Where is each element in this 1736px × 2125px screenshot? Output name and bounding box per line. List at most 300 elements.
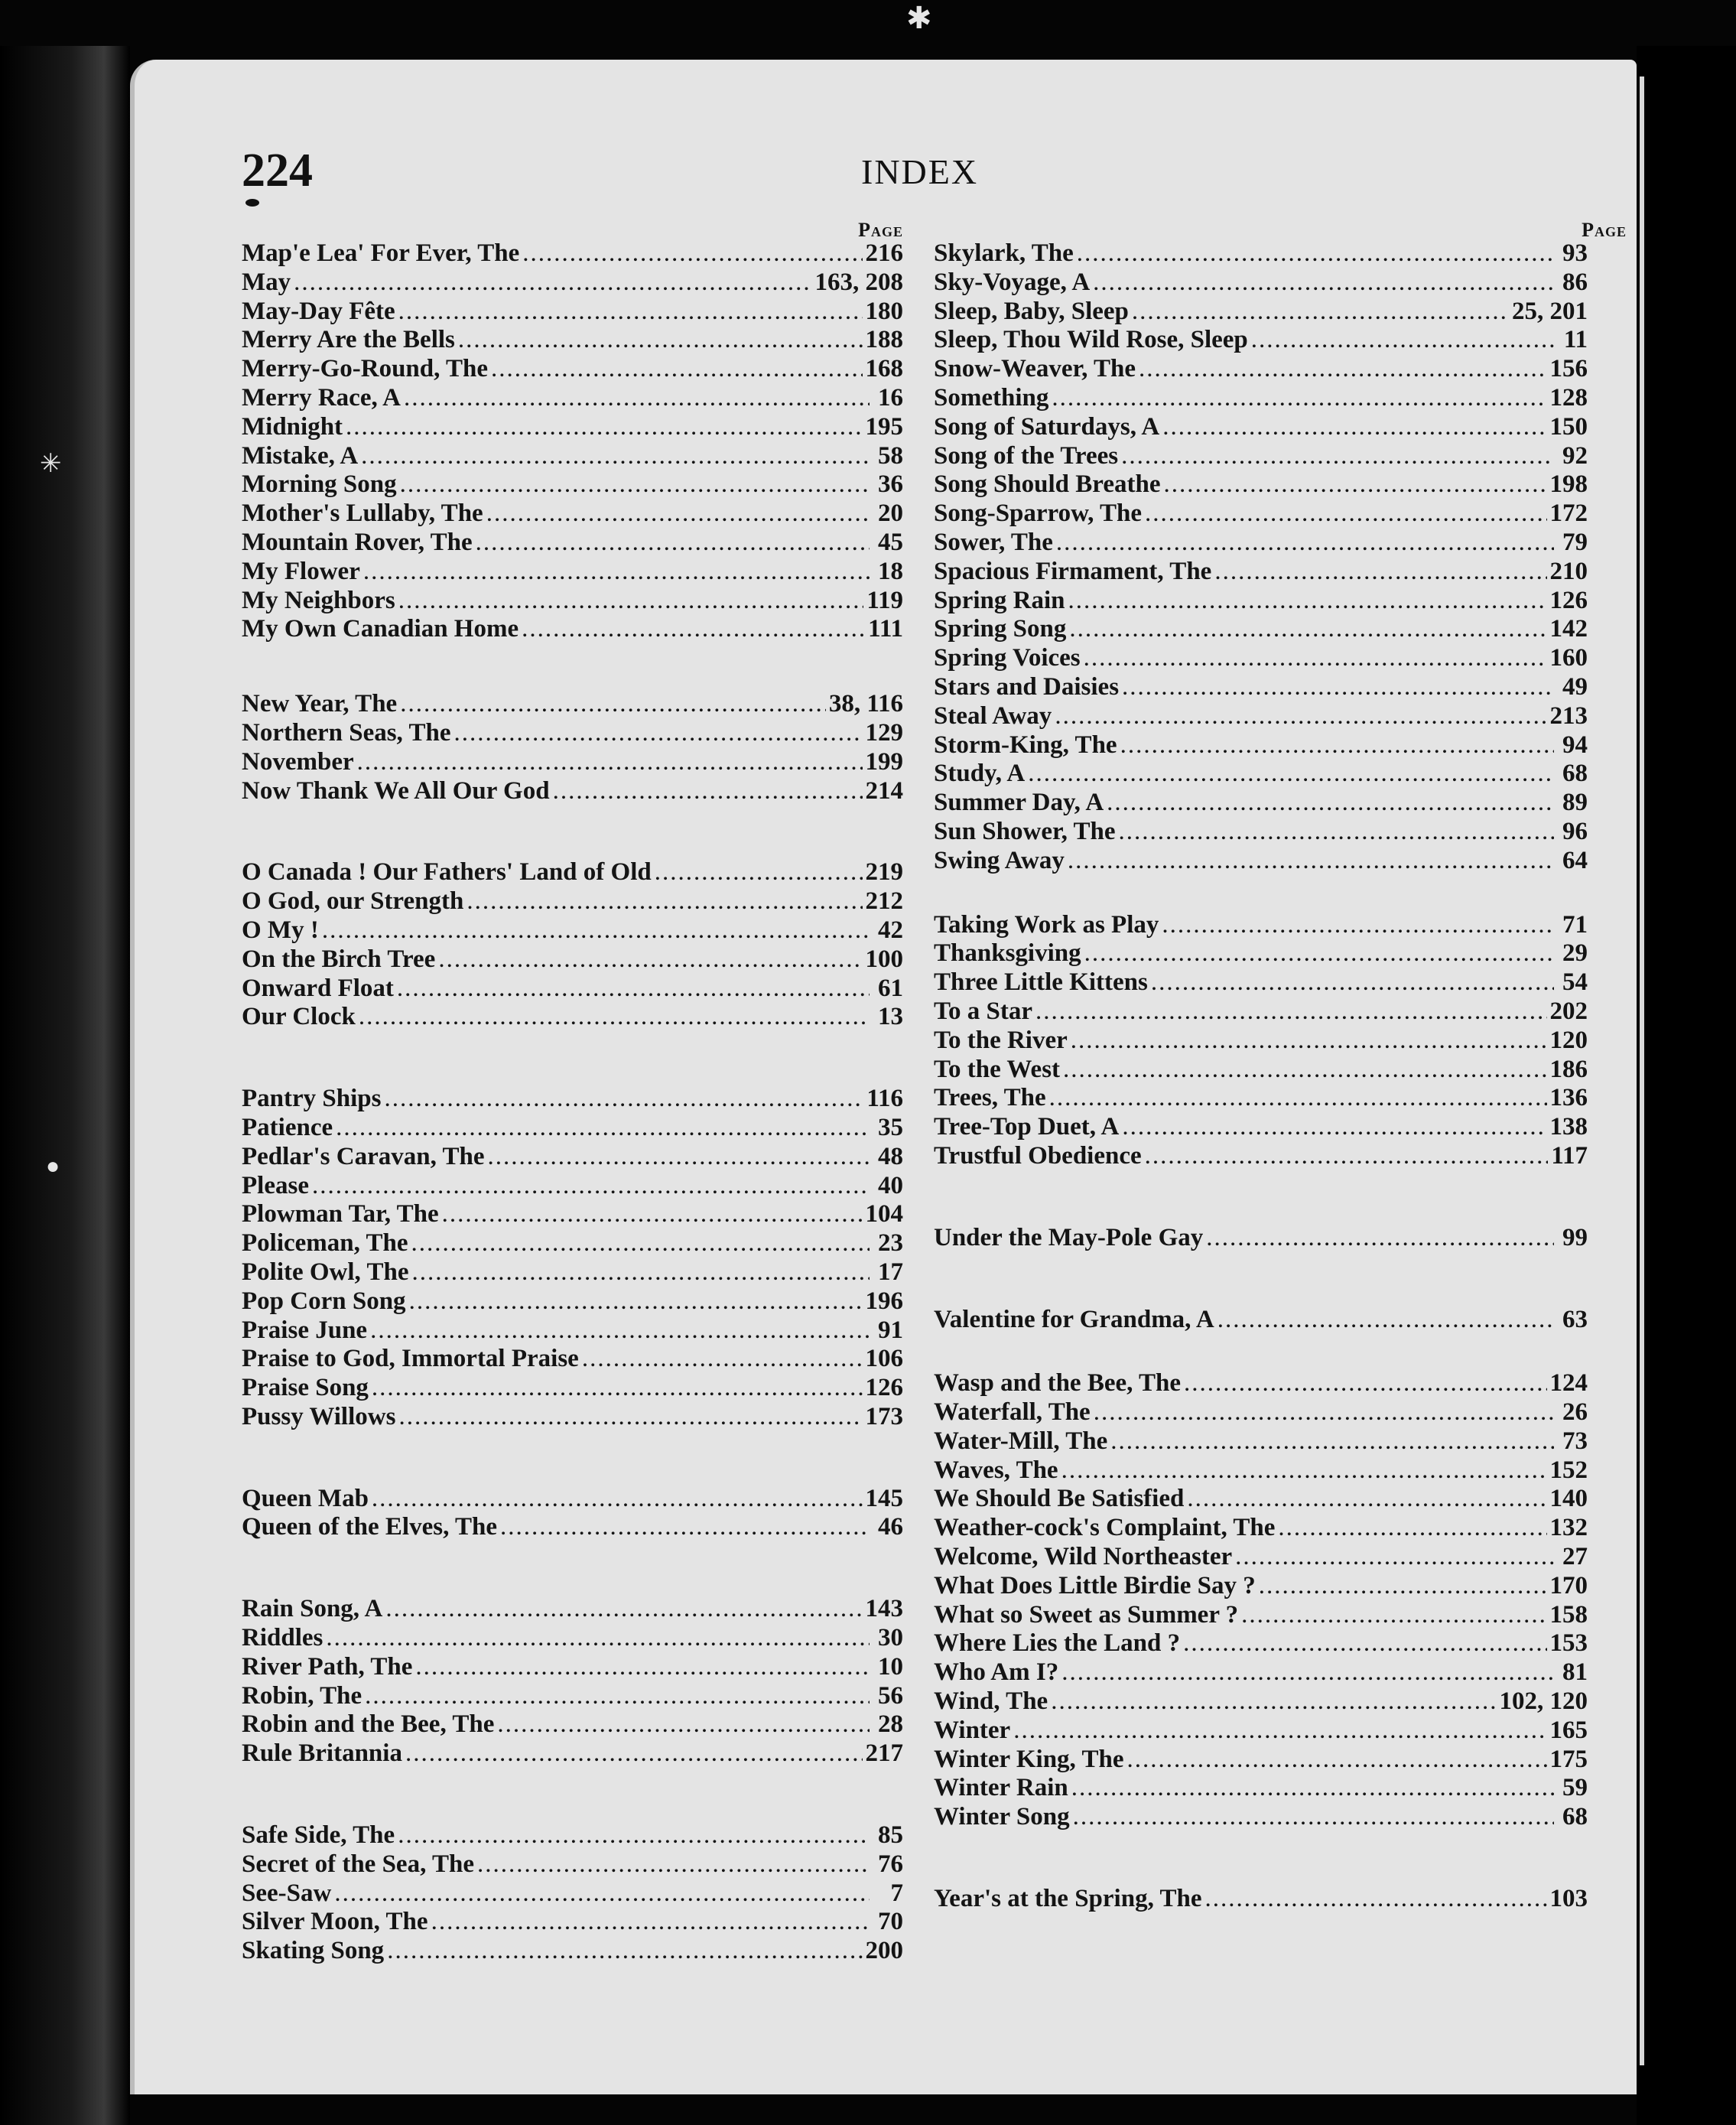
page-column-label: Page (858, 219, 903, 241)
entry-page: 11 (1563, 326, 1588, 354)
dot-leader (1205, 1885, 1547, 1914)
dot-leader (415, 1653, 870, 1682)
index-entry (934, 1572, 1588, 1601)
index-entry (934, 1629, 1588, 1658)
dot-leader (411, 1229, 870, 1258)
entry-page: 85 (878, 1821, 903, 1850)
dot-leader (409, 1287, 863, 1316)
facing-page-edge (1637, 46, 1736, 2125)
entry-title: Map'e Lea' For Ever, The (242, 239, 520, 267)
index-entry (934, 500, 1588, 529)
index-entry (934, 1717, 1588, 1746)
dot-leader (1278, 1514, 1546, 1543)
entry-page: 216 (865, 239, 903, 267)
index-entry (242, 1403, 903, 1432)
index-entry (242, 384, 903, 413)
index-entry (934, 587, 1588, 616)
group-spacer (934, 876, 1630, 911)
entry-title: Song Should Breathe (934, 470, 1161, 499)
entry-title: Swing Away (934, 846, 1065, 874)
entry-title: Riddles (242, 1624, 323, 1652)
entry-page: 111 (868, 615, 903, 643)
index-entry (934, 529, 1588, 558)
dot-leader (294, 268, 811, 298)
entry-title: We Should Be Satisfied (934, 1485, 1185, 1513)
index-entry (934, 1398, 1588, 1427)
index-entry (934, 1514, 1588, 1543)
index-entry (242, 470, 903, 500)
dot-leader (400, 690, 826, 719)
dot-leader (431, 1908, 870, 1937)
entry-title: New Year, The (242, 690, 398, 718)
dot-leader (384, 1085, 863, 1114)
entry-title: November (242, 747, 354, 776)
entry-title: Summer Day, A (934, 789, 1104, 817)
entry-title: Policeman, The (242, 1229, 408, 1258)
index-entry (242, 1513, 903, 1542)
index-entry (934, 673, 1588, 702)
entry-page: 45 (878, 528, 903, 556)
index-entry (242, 355, 903, 384)
index-entry (934, 1658, 1588, 1687)
entry-page: 142 (1549, 615, 1588, 643)
index-entry (242, 1624, 903, 1653)
dot-leader (655, 858, 863, 887)
index-entry (934, 1601, 1588, 1630)
entry-title: Merry-Go-Round, The (242, 355, 489, 383)
entry-title: Winter King, The (934, 1745, 1124, 1773)
entry-page: 150 (1549, 412, 1588, 441)
index-entry (934, 355, 1588, 384)
dot-leader (1241, 1601, 1546, 1630)
dot-leader (1013, 1717, 1546, 1746)
dot-leader (1093, 268, 1554, 298)
index-entry (934, 1113, 1588, 1142)
index-entry (934, 789, 1588, 818)
dot-leader (1121, 442, 1554, 471)
entry-title: O My ! (242, 916, 319, 944)
index-entry (242, 1143, 903, 1172)
entry-page: 202 (1549, 997, 1588, 1025)
dot-leader (1077, 239, 1554, 268)
index-entry (934, 1084, 1588, 1113)
index-entry (242, 858, 903, 887)
entry-title: To the River (934, 1026, 1068, 1054)
index-entry (242, 1908, 903, 1937)
dot-leader (1084, 939, 1554, 968)
index-entry (934, 731, 1588, 760)
dot-leader (372, 1485, 863, 1514)
group-spacer (242, 805, 1010, 858)
dot-leader (467, 887, 862, 916)
dot-leader (1056, 529, 1554, 558)
entry-title: Rain Song, A (242, 1595, 383, 1623)
entry-page: 81 (1562, 1658, 1588, 1687)
dot-leader (1126, 1746, 1546, 1775)
entry-page: 61 (878, 974, 903, 1002)
dot-leader (1145, 500, 1546, 529)
index-entry (242, 887, 903, 916)
entry-title: Sky-Voyage, A (934, 268, 1091, 296)
dot-leader (359, 1003, 870, 1032)
entry-title: Praise to God, Immortal Praise (242, 1345, 579, 1373)
entry-page: 152 (1549, 1456, 1588, 1484)
entry-title: Spring Song (934, 615, 1067, 643)
entry-title: On the Birch Tree (242, 945, 436, 973)
entry-page: 59 (1562, 1774, 1588, 1802)
dot-leader (398, 298, 863, 327)
dot-leader (553, 777, 863, 806)
scan-speck: ✱ (906, 1, 932, 35)
index-entry (934, 268, 1588, 298)
index-entry (934, 911, 1588, 940)
dot-leader (1132, 298, 1509, 327)
dot-leader (1259, 1572, 1547, 1601)
entry-title: Winter Rain (934, 1774, 1068, 1802)
entry-title: Patience (242, 1113, 333, 1141)
index-entry (242, 1937, 903, 1966)
dot-leader (385, 1595, 862, 1624)
dot-leader (1162, 911, 1554, 940)
entry-page: 168 (865, 355, 903, 383)
entry-page: 27 (1562, 1543, 1588, 1571)
entry-title: Secret of the Sea, The (242, 1850, 474, 1878)
entry-page: 104 (865, 1200, 903, 1228)
index-entry (934, 644, 1588, 673)
entry-page: 119 (866, 586, 903, 614)
group-spacer (242, 644, 1010, 690)
index-entry (934, 384, 1588, 413)
index-entry (934, 1543, 1588, 1572)
index-entry (934, 413, 1588, 442)
entry-title: Please (242, 1171, 309, 1199)
dot-leader (1063, 1056, 1546, 1085)
dot-leader (1187, 1485, 1546, 1514)
index-entry (242, 239, 903, 268)
entry-title: My Flower (242, 557, 360, 585)
entry-page: 46 (878, 1513, 903, 1541)
entry-page: 89 (1562, 789, 1588, 817)
group-spacer (934, 1253, 1630, 1306)
entry-title: May (242, 268, 291, 296)
dot-leader (1068, 587, 1546, 616)
index-entry (934, 1803, 1588, 1832)
entry-page: 195 (865, 412, 903, 441)
ink-mark (245, 199, 259, 207)
index-entry (934, 818, 1588, 847)
entry-page: 25, 201 (1512, 297, 1588, 325)
entry-page: 175 (1549, 1745, 1588, 1773)
dot-leader (1214, 558, 1546, 587)
dot-leader (1120, 731, 1554, 760)
dot-leader (454, 719, 862, 748)
entry-page: 124 (1549, 1369, 1588, 1398)
entry-page: 213 (1549, 701, 1588, 730)
entry-page: 117 (1551, 1141, 1588, 1170)
entry-title: Stars and Daisies (934, 672, 1120, 701)
dot-leader (1107, 789, 1554, 818)
index-entry (242, 1114, 903, 1143)
entry-page: 28 (878, 1710, 903, 1739)
entry-page: 210 (1549, 557, 1588, 585)
page-column-label: Page (1582, 219, 1627, 241)
index-entry (934, 1885, 1588, 1914)
dot-leader (582, 1345, 863, 1374)
dot-leader (370, 1316, 870, 1346)
entry-title: My Neighbors (242, 586, 395, 614)
index-entry (242, 413, 903, 442)
index-entry (242, 587, 903, 616)
entry-title: Pedlar's Caravan, The (242, 1142, 485, 1170)
entry-page: 172 (1549, 500, 1588, 528)
entry-title: Sleep, Thou Wild Rose, Sleep (934, 326, 1248, 354)
group-spacer (242, 1769, 1010, 1821)
entry-page: 212 (865, 887, 903, 916)
entry-page: 140 (1549, 1485, 1588, 1513)
dot-leader (477, 1850, 870, 1879)
index-entry (242, 1200, 903, 1229)
entry-page: 138 (1549, 1113, 1588, 1141)
entry-page: 7 (890, 1879, 903, 1907)
entry-page: 76 (878, 1850, 903, 1878)
entry-page: 92 (1562, 441, 1588, 470)
dot-leader (312, 1172, 870, 1201)
entry-title: Merry Race, A (242, 383, 401, 412)
entry-page: 64 (1562, 846, 1588, 874)
dot-leader (500, 1513, 870, 1542)
entry-page: 36 (878, 470, 903, 499)
dot-leader (1251, 326, 1554, 355)
dot-leader (365, 1682, 870, 1711)
entry-title: Now Thank We All Our God (242, 776, 550, 805)
dot-leader (1217, 1306, 1554, 1335)
entry-page: 132 (1549, 1514, 1588, 1542)
entry-title: Skating Song (242, 1937, 385, 1965)
entry-page: 186 (1549, 1055, 1588, 1083)
entry-page: 199 (865, 747, 903, 776)
entry-title: Sun Shower, The (934, 817, 1116, 845)
index-entry (242, 442, 903, 471)
dot-leader (438, 945, 862, 975)
dot-leader (522, 239, 862, 268)
entry-title: Our Clock (242, 1003, 356, 1031)
entry-page: 91 (878, 1316, 903, 1344)
dot-leader (1052, 384, 1546, 413)
entry-title: What so Sweet as Summer ? (934, 1600, 1239, 1629)
dot-leader (411, 1258, 870, 1287)
entry-page: 196 (865, 1287, 903, 1315)
entry-page: 17 (878, 1258, 903, 1286)
entry-page: 23 (878, 1229, 903, 1258)
dot-leader (400, 470, 870, 500)
index-entry (242, 500, 903, 529)
entry-title: Skylark, The (934, 239, 1074, 267)
entry-title: Who Am I? (934, 1658, 1059, 1687)
entry-title: Praise Song (242, 1374, 369, 1402)
index-column-right (934, 219, 1630, 1914)
entry-page: 29 (1562, 939, 1588, 968)
group-spacer (934, 1171, 1630, 1224)
index-entry (242, 1739, 903, 1769)
group-spacer (242, 1542, 1010, 1595)
index-entry (242, 1653, 903, 1682)
index-entry (934, 847, 1588, 876)
dot-leader (497, 1710, 870, 1739)
dot-leader (346, 413, 862, 442)
entry-title: May-Day Fête (242, 297, 395, 325)
index-entry (934, 1485, 1588, 1514)
dot-leader (1119, 818, 1554, 847)
dot-leader (442, 1200, 863, 1229)
entry-page: 153 (1549, 1629, 1588, 1658)
entry-page: 49 (1562, 672, 1588, 701)
index-entry (242, 945, 903, 975)
entry-title: O Canada ! Our Fathers' Land of Old (242, 858, 652, 887)
index-entry (242, 615, 903, 644)
entry-title: Wind, The (934, 1687, 1048, 1716)
entry-title: Robin and the Bee, The (242, 1710, 495, 1739)
entry-title: Weather-cock's Complaint, The (934, 1514, 1276, 1542)
dot-leader (1073, 1803, 1554, 1832)
entry-page: 38, 116 (828, 690, 903, 718)
entry-title: Merry Are the Bells (242, 326, 455, 354)
entry-page: 30 (878, 1624, 903, 1652)
book-spine (0, 46, 130, 2125)
dot-leader (1061, 1456, 1547, 1486)
dot-leader (1139, 355, 1546, 384)
entry-page: 20 (878, 500, 903, 528)
index-entry (934, 968, 1588, 997)
index-entry (934, 1427, 1588, 1456)
entry-title: My Own Canadian Home (242, 615, 519, 643)
entry-page: 73 (1562, 1427, 1588, 1455)
group-spacer (242, 1032, 1010, 1085)
entry-page: 180 (865, 297, 903, 325)
index-entry (934, 558, 1588, 587)
entry-title: Spring Voices (934, 644, 1081, 672)
entry-page: 163, 208 (814, 268, 903, 296)
index-entry (934, 1369, 1588, 1398)
entry-page: 136 (1549, 1084, 1588, 1112)
index-column-left (242, 219, 1010, 1966)
index-entry (242, 1485, 903, 1514)
entry-page: 68 (1562, 1803, 1588, 1831)
index-entry (934, 1142, 1588, 1171)
entry-title: Sower, The (934, 528, 1053, 556)
entry-page: 63 (1562, 1305, 1588, 1333)
dot-leader (1206, 1224, 1554, 1253)
entry-title: Snow-Weaver, The (934, 355, 1136, 383)
entry-title: Storm-King, The (934, 731, 1117, 759)
dot-leader (1068, 847, 1554, 876)
dot-leader (1163, 470, 1546, 500)
index-entry (934, 1056, 1588, 1085)
entry-page: 214 (865, 776, 903, 805)
entry-title: Welcome, Wild Northeaster (934, 1543, 1233, 1571)
entry-title: Mountain Rover, The (242, 528, 473, 556)
entry-page: 126 (1549, 586, 1588, 614)
entry-page: 40 (878, 1171, 903, 1199)
entry-page: 158 (1549, 1600, 1588, 1629)
entry-title: Safe Side, The (242, 1821, 395, 1850)
entry-title: Trees, The (934, 1084, 1046, 1112)
index-entry (934, 1027, 1588, 1056)
entry-title: Valentine for Grandma, A (934, 1305, 1214, 1333)
entry-title: Song-Sparrow, The (934, 500, 1143, 528)
entry-title: O God, our Strength (242, 887, 464, 916)
entry-title: Year's at the Spring, The (934, 1885, 1202, 1913)
entry-title: Robin, The (242, 1681, 362, 1710)
index-entry (934, 1306, 1588, 1335)
entry-page: 26 (1562, 1398, 1588, 1427)
dot-leader (1183, 1629, 1546, 1658)
entry-title: Pantry Ships (242, 1085, 382, 1113)
entry-title: Something (934, 383, 1049, 412)
dot-leader (1069, 615, 1546, 644)
entry-title: Wasp and the Bee, The (934, 1369, 1182, 1398)
index-entry (242, 916, 903, 945)
index-entry (934, 1774, 1588, 1803)
entry-title: Winter (934, 1716, 1011, 1744)
index-entry (934, 702, 1588, 731)
entry-page: 145 (865, 1484, 903, 1512)
dot-leader (1028, 760, 1554, 789)
dot-leader (1084, 644, 1547, 673)
index-entry (242, 1374, 903, 1403)
index-entry (934, 470, 1588, 500)
dot-leader (326, 1624, 870, 1653)
group-spacer (242, 1432, 1010, 1485)
dot-leader (1049, 1084, 1547, 1113)
index-entry (242, 298, 903, 327)
index-entry (242, 1821, 903, 1850)
dot-leader (1035, 997, 1547, 1027)
entry-title: Tree-Top Duet, A (934, 1113, 1120, 1141)
index-entry (242, 719, 903, 748)
dot-leader (1122, 673, 1554, 702)
index-entry (242, 268, 903, 298)
dot-leader (405, 1739, 863, 1769)
entry-title: Morning Song (242, 470, 397, 499)
dot-leader (487, 1143, 870, 1172)
entry-page: 56 (878, 1681, 903, 1710)
index-entry (934, 1224, 1588, 1253)
entry-title: Song of the Trees (934, 441, 1119, 470)
entry-title: Queen of the Elves, The (242, 1513, 497, 1541)
entry-page: 217 (865, 1739, 903, 1768)
dot-leader (357, 748, 863, 777)
entry-title: What Does Little Birdie Say ? (934, 1571, 1256, 1599)
entry-title: Rule Britannia (242, 1739, 402, 1768)
index-entry (242, 326, 903, 355)
index-entry (934, 760, 1588, 789)
index-entry (934, 442, 1588, 471)
index-entry (242, 1316, 903, 1346)
entry-page: 200 (865, 1937, 903, 1965)
dot-leader (372, 1374, 863, 1403)
entry-page: 71 (1562, 910, 1588, 939)
entry-title: Song of Saturdays, A (934, 412, 1160, 441)
entry-page: 219 (865, 858, 903, 887)
index-entry (242, 975, 903, 1004)
dot-leader (458, 326, 863, 355)
entry-title: Winter Song (934, 1803, 1070, 1831)
entry-page: 143 (865, 1595, 903, 1623)
index-entry (242, 1345, 903, 1374)
entry-page: 126 (865, 1374, 903, 1402)
entry-title: Trustful Obedience (934, 1141, 1142, 1170)
index-entry (242, 1287, 903, 1316)
